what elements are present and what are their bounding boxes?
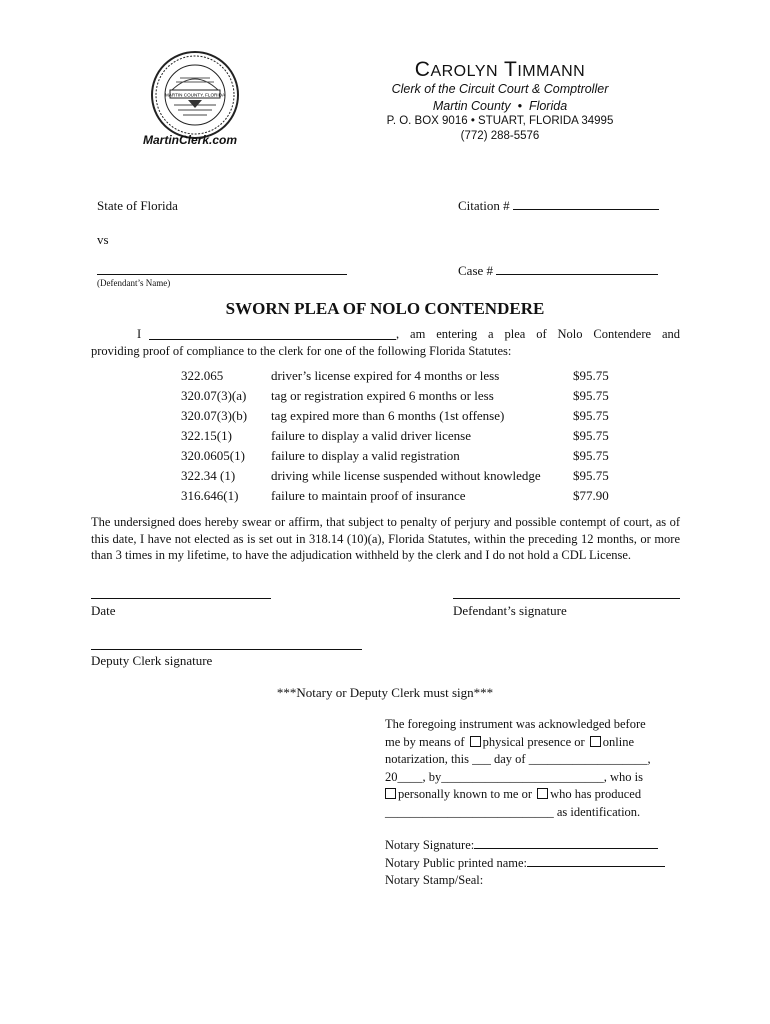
statute-description: tag or registration expired 6 months or less <box>271 388 494 403</box>
statute-fee: $95.75 <box>573 448 609 463</box>
notary-line-2 <box>385 734 685 752</box>
plea-name-blank[interactable] <box>149 328 396 340</box>
statute-row <box>0 428 770 446</box>
po-box: P. O. BOX 9016 <box>386 115 468 127</box>
clerk-title: Clerk of the Circuit Court & Comptroller <box>391 82 609 96</box>
notary-line-5 <box>385 786 685 804</box>
notary-stamp-label: Notary Stamp/Seal: <box>385 873 484 887</box>
statute-code: 320.07(3)(b) <box>181 408 248 423</box>
defendant-name-label: (Defendant’s Name) <box>97 278 171 288</box>
statute-fee: $95.75 <box>573 468 609 483</box>
case-field[interactable] <box>458 263 658 279</box>
notary-signature-field[interactable] <box>385 837 685 855</box>
notary-line-1: The foregoing instrument was acknowledged before <box>385 717 646 731</box>
physical-presence-checkbox[interactable] <box>470 736 481 747</box>
notary-line-3: notarization, this ___ day of ___________________, <box>385 752 651 766</box>
statute-fee: $77.90 <box>573 488 609 503</box>
statute-code: 322.34 (1) <box>181 468 236 483</box>
case-blank[interactable] <box>496 263 658 275</box>
physical-presence-label: physical presence or <box>482 734 585 749</box>
affirmation-paragraph: The undersigned does hereby swear or affirm, that subject to penalty of perjury and possible contempt of court, as of this date, I have not elected as is set out in 318.14 (10)(a), Florida Statutes, within the preceding 12 months, or more than 3 times in my lifetime, to have the adjudication withheld by the clerk and I do not hold a CDL License. <box>91 515 680 562</box>
statute-row <box>0 388 770 406</box>
citation-field[interactable] <box>458 198 659 214</box>
date-label: Date <box>91 603 116 618</box>
clerk-name-last-rest: IMMANN <box>517 63 586 80</box>
notary-line-4: 20____, by__________________________, who is <box>385 769 643 784</box>
notary-block <box>385 716 685 890</box>
bullet-separator: • <box>514 99 526 113</box>
statute-code: 320.0605(1) <box>181 448 245 463</box>
notary-line-6: ___________________________ as identification. <box>385 804 641 819</box>
clerk-name-last-initial: T <box>504 58 518 81</box>
statute-code: 322.065 <box>181 368 224 383</box>
address-line <box>370 115 630 127</box>
statute-row <box>0 448 770 466</box>
statute-row <box>0 488 770 506</box>
statute-description: failure to maintain proof of insurance <box>271 488 466 503</box>
deputy-clerk-signature-line[interactable] <box>91 649 362 650</box>
county-line <box>370 99 630 113</box>
statute-code: 320.07(3)(a) <box>181 388 247 403</box>
defendant-name-line[interactable] <box>97 274 347 275</box>
state-name: Florida <box>528 99 568 113</box>
form-title: SWORN PLEA OF NOLO CONTENDERE <box>225 299 545 318</box>
statute-fee: $95.75 <box>573 428 609 443</box>
personally-known-checkbox[interactable] <box>385 788 396 799</box>
online-notarization-label: online <box>602 734 635 749</box>
statute-row <box>0 468 770 486</box>
notary-signature-blank[interactable] <box>474 837 658 849</box>
citation-label: Citation # <box>458 198 510 213</box>
notary-printed-name-field[interactable] <box>385 855 685 873</box>
state-label: State of Florida <box>97 198 178 213</box>
statute-description: driver’s license expired for 4 months or less <box>271 368 500 383</box>
case-label: Case # <box>458 263 494 278</box>
clerk-name-first-initial: C <box>414 58 431 81</box>
statute-description: failure to display a valid driver license <box>271 428 471 443</box>
produced-identification-checkbox[interactable] <box>537 788 548 799</box>
notary-printed-name-blank[interactable] <box>527 855 665 867</box>
statute-description: tag expired more than 6 months (1st offense) <box>271 408 505 423</box>
statute-code: 316.646(1) <box>181 488 239 503</box>
personally-known-label: personally known to me or <box>398 787 533 801</box>
intro-line2: providing proof of compliance to the clerk for one of the following Florida Statutes: <box>91 344 512 358</box>
statute-code: 322.15(1) <box>181 428 232 443</box>
citation-blank[interactable] <box>513 198 659 210</box>
seal-text: MARTIN COUNTY, FLORIDA <box>164 92 226 98</box>
vs-label: vs <box>97 232 109 247</box>
bullet-separator: • <box>467 115 479 127</box>
statute-fee: $95.75 <box>573 368 609 383</box>
intro-pronoun: I <box>137 327 142 341</box>
statute-row <box>0 368 770 386</box>
clerk-name <box>370 58 630 82</box>
date-line[interactable] <box>91 598 271 599</box>
statute-description: driving while license suspended without knowledge <box>271 468 541 483</box>
intro-line1-tail: , am entering a plea of Nolo Contendere and <box>396 327 680 341</box>
notary-printed-name-label: Notary Public printed name: <box>385 855 527 870</box>
city-state-zip: STUART, FLORIDA 34995 <box>478 115 614 127</box>
clerk-name-first-rest: AROLYN <box>430 63 499 80</box>
county-seal-icon <box>150 50 240 140</box>
statute-description: failure to display a valid registration <box>271 448 460 463</box>
produced-identification-label: who has produced <box>550 787 642 801</box>
statute-row <box>0 408 770 426</box>
clerk-phone: (772) 288-5576 <box>460 130 540 142</box>
notary-means-text: me by means of <box>385 734 465 749</box>
notary-notice: ***Notary or Deputy Clerk must sign*** <box>276 685 494 700</box>
online-notarization-checkbox[interactable] <box>590 736 601 747</box>
statute-fee: $95.75 <box>573 408 609 423</box>
defendant-signature-line[interactable] <box>453 598 680 599</box>
deputy-clerk-signature-label: Deputy Clerk signature <box>91 653 213 668</box>
county-name: Martin County <box>432 99 511 113</box>
statute-fee: $95.75 <box>573 388 609 403</box>
defendant-signature-label: Defendant’s signature <box>453 603 567 618</box>
notary-signature-label: Notary Signature: <box>385 838 475 852</box>
clerk-website[interactable]: MartinClerk.com <box>143 133 238 147</box>
